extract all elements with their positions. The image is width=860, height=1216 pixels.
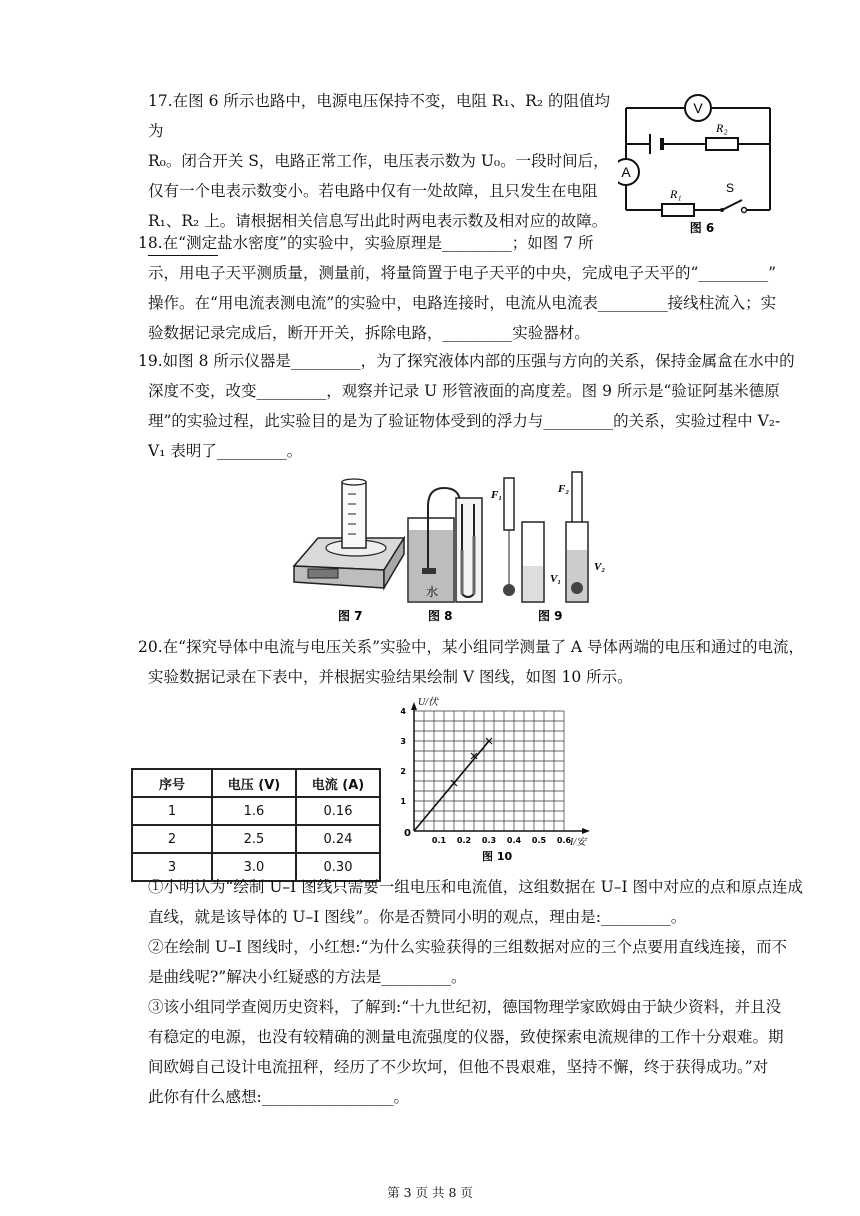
data-table <box>131 768 381 882</box>
table-row <box>132 797 380 825</box>
question-18 <box>138 228 798 348</box>
table-header: 电压 (V) <box>212 769 296 797</box>
x-axis-label: I/安 <box>570 837 587 848</box>
q20-sub2-line-2: 是曲线呢?”解决小红疑惑的方法是_________。 <box>148 968 467 986</box>
figure-10-chart <box>394 694 604 866</box>
q20-sub3-line-3: 间欧姆自己设计电流扭秤，经历了不少坎坷，但他不畏艰难，坚持不懈，终于获得成功。”对 <box>148 1058 769 1076</box>
table-cell: 1 <box>132 797 212 825</box>
voltmeter-icon: V <box>693 100 703 116</box>
q20-line-1: 20.在“探究导体中电流与电压关系”实验中，某小组同学测量了 A 导体两端的电压和通过的电流， <box>138 638 805 656</box>
y-axis-arrow <box>411 702 417 710</box>
q20-sub2-line-1: ②在绘制 U–I 图线时，小红想:“为什么实验获得的三组数据对应的三个点要用直线连接，而不 <box>148 938 787 956</box>
figure-6-caption: 图 6 <box>689 221 715 235</box>
table-cell: 2.5 <box>212 825 296 853</box>
q19-line-4: V₁ 表明了_________。 <box>148 442 303 460</box>
chart-grid <box>414 711 564 831</box>
q18-line-1: 18.在“测定盐水密度”的实验中，实验原理是_________；如图 7 所 <box>138 234 594 252</box>
page-footer: 第 3 页 共 8 页 <box>387 1185 473 1200</box>
x-tick-label: 0.6 <box>556 836 572 845</box>
q17-line-3: 仅有一个电表示数变小。若电路中仅有一处故障，且只发生在电阻 <box>148 182 598 200</box>
q18-line-3: 操作。在“用电流表测电流”的实验中，电路连接时，电流从电流表_________接线柱流入；实 <box>148 294 777 312</box>
q20-sub3-line-4: 此你有什么感想:_________________。 <box>148 1088 409 1106</box>
table-cell: 3 <box>132 853 212 881</box>
q20-sub3-line-2: 有稳定的电源，也没有较精确的测量电流强度的仪器，致使探索电流规律的工作十分艰难。期 <box>148 1028 784 1046</box>
table-cell: 1.6 <box>212 797 296 825</box>
graduated-cylinder-icon <box>342 479 366 548</box>
x-tick-label: 0.1 <box>431 836 447 845</box>
y-tick-label: 2 <box>400 767 406 776</box>
spring-scale-1-icon <box>503 478 515 596</box>
y-tick-label: 3 <box>400 737 406 746</box>
figure-10-caption: 图 10 <box>482 850 513 863</box>
q19-line-1: 19.如图 8 所示仪器是_________，为了探究液体内部的压强与方向的关系，保持金属盒在水中的 <box>138 352 795 370</box>
q17-line-2: R₀。闭合开关 S，电路正常工作，电压表示数为 U₀。一段时间后， <box>148 152 609 170</box>
q20-sub1-line-1: ①小明认为“绘制 U–I 图线只需要一组电压和电流值，这组数据在 U–I 图中对应的点和原点连成 <box>148 878 804 896</box>
q19-line-3: 理”的实验过程，此实验目的是为了验证物体受到的浮力与_________的关系，实验过程中 V₂- <box>148 412 781 430</box>
table-header: 序号 <box>132 769 212 797</box>
switch-label: S <box>726 181 735 195</box>
question-19 <box>138 346 798 466</box>
q17-line-1: 17.在图 6 所示也路中，电源电压保持不变，电阻 R₁、R₂ 的阻值均为 <box>148 92 610 140</box>
overflow-cylinder-2-icon <box>566 522 588 602</box>
table-cell: 3.0 <box>212 853 296 881</box>
figures-7-8-9 <box>288 470 618 626</box>
switch-contact <box>742 208 747 213</box>
origin-label: 0 <box>404 828 411 839</box>
f2-label: F₂ <box>558 483 570 495</box>
table-row <box>132 825 380 853</box>
q19-line-2: 深度不变，改变_________，观察并记录 U 形管液面的高度差。图 9 所示是“验证阿基米德原 <box>148 382 780 400</box>
y-axis-label: U/伏 <box>418 697 438 708</box>
q20-line-2: 实验数据记录在下表中，并根据实验结果绘制 V 图线，如图 10 所示。 <box>148 668 633 686</box>
switch-pivot <box>720 208 724 212</box>
v1-label: V₁ <box>550 573 562 585</box>
x-tick-label: 0.3 <box>481 836 497 845</box>
y-tick-label: 4 <box>400 707 406 716</box>
table-cell: 0.24 <box>296 825 380 853</box>
x-tick-label: 0.2 <box>456 836 472 845</box>
q18-line-2: 示，用电子天平测质量，测量前，将量筒置于电子天平的中央，完成电子天平的“_________” <box>148 264 777 282</box>
q20-sub3-line-1: ③该小组同学查阅历史资料，了解到:“十九世纪初，德国物理学家欧姆由于缺少资料，并且没 <box>148 998 782 1016</box>
figure-7-caption: 图 7 <box>338 609 363 623</box>
table-header: 电流 (A) <box>296 769 380 797</box>
r2-label: R₂ <box>716 121 728 135</box>
q18-line-4: 验数据记录完成后，断开开关，拆除电路，_________实验器材。 <box>148 324 590 342</box>
x-tick-label: 0.5 <box>531 836 547 845</box>
table-cell: 0.16 <box>296 797 380 825</box>
overflow-cylinder-1-icon <box>522 522 544 602</box>
water-label: 水 <box>426 585 439 599</box>
v2-label: V₂ <box>594 561 606 573</box>
x-axis-arrow <box>582 828 590 834</box>
figure-8-caption: 图 8 <box>428 609 453 623</box>
x-tick-label: 0.4 <box>506 836 522 845</box>
table-cell: 0.30 <box>296 853 380 881</box>
ammeter-icon: A <box>621 164 631 180</box>
pressure-gauge-icon <box>408 488 482 602</box>
question-20-subs <box>148 872 808 1112</box>
table-header-row <box>132 769 380 797</box>
figure-9-caption: 图 9 <box>538 609 563 623</box>
q17-line-4: R₁、R₂ 上。请根据相关信息写出此时两电表示数及相对应的故障。 <box>148 212 608 230</box>
question-20 <box>138 632 818 692</box>
f1-label: F₁ <box>491 489 503 501</box>
figure-6-circuit <box>618 92 780 237</box>
q20-sub1-line-2: 直线，就是该导体的 U–I 图线”。你是否赞同小明的观点，理由是:_________。 <box>148 908 687 926</box>
table-cell: 2 <box>132 825 212 853</box>
y-tick-label: 1 <box>400 797 406 806</box>
r1-label: R₁ <box>670 187 682 201</box>
data-table-wrapper <box>131 768 381 882</box>
